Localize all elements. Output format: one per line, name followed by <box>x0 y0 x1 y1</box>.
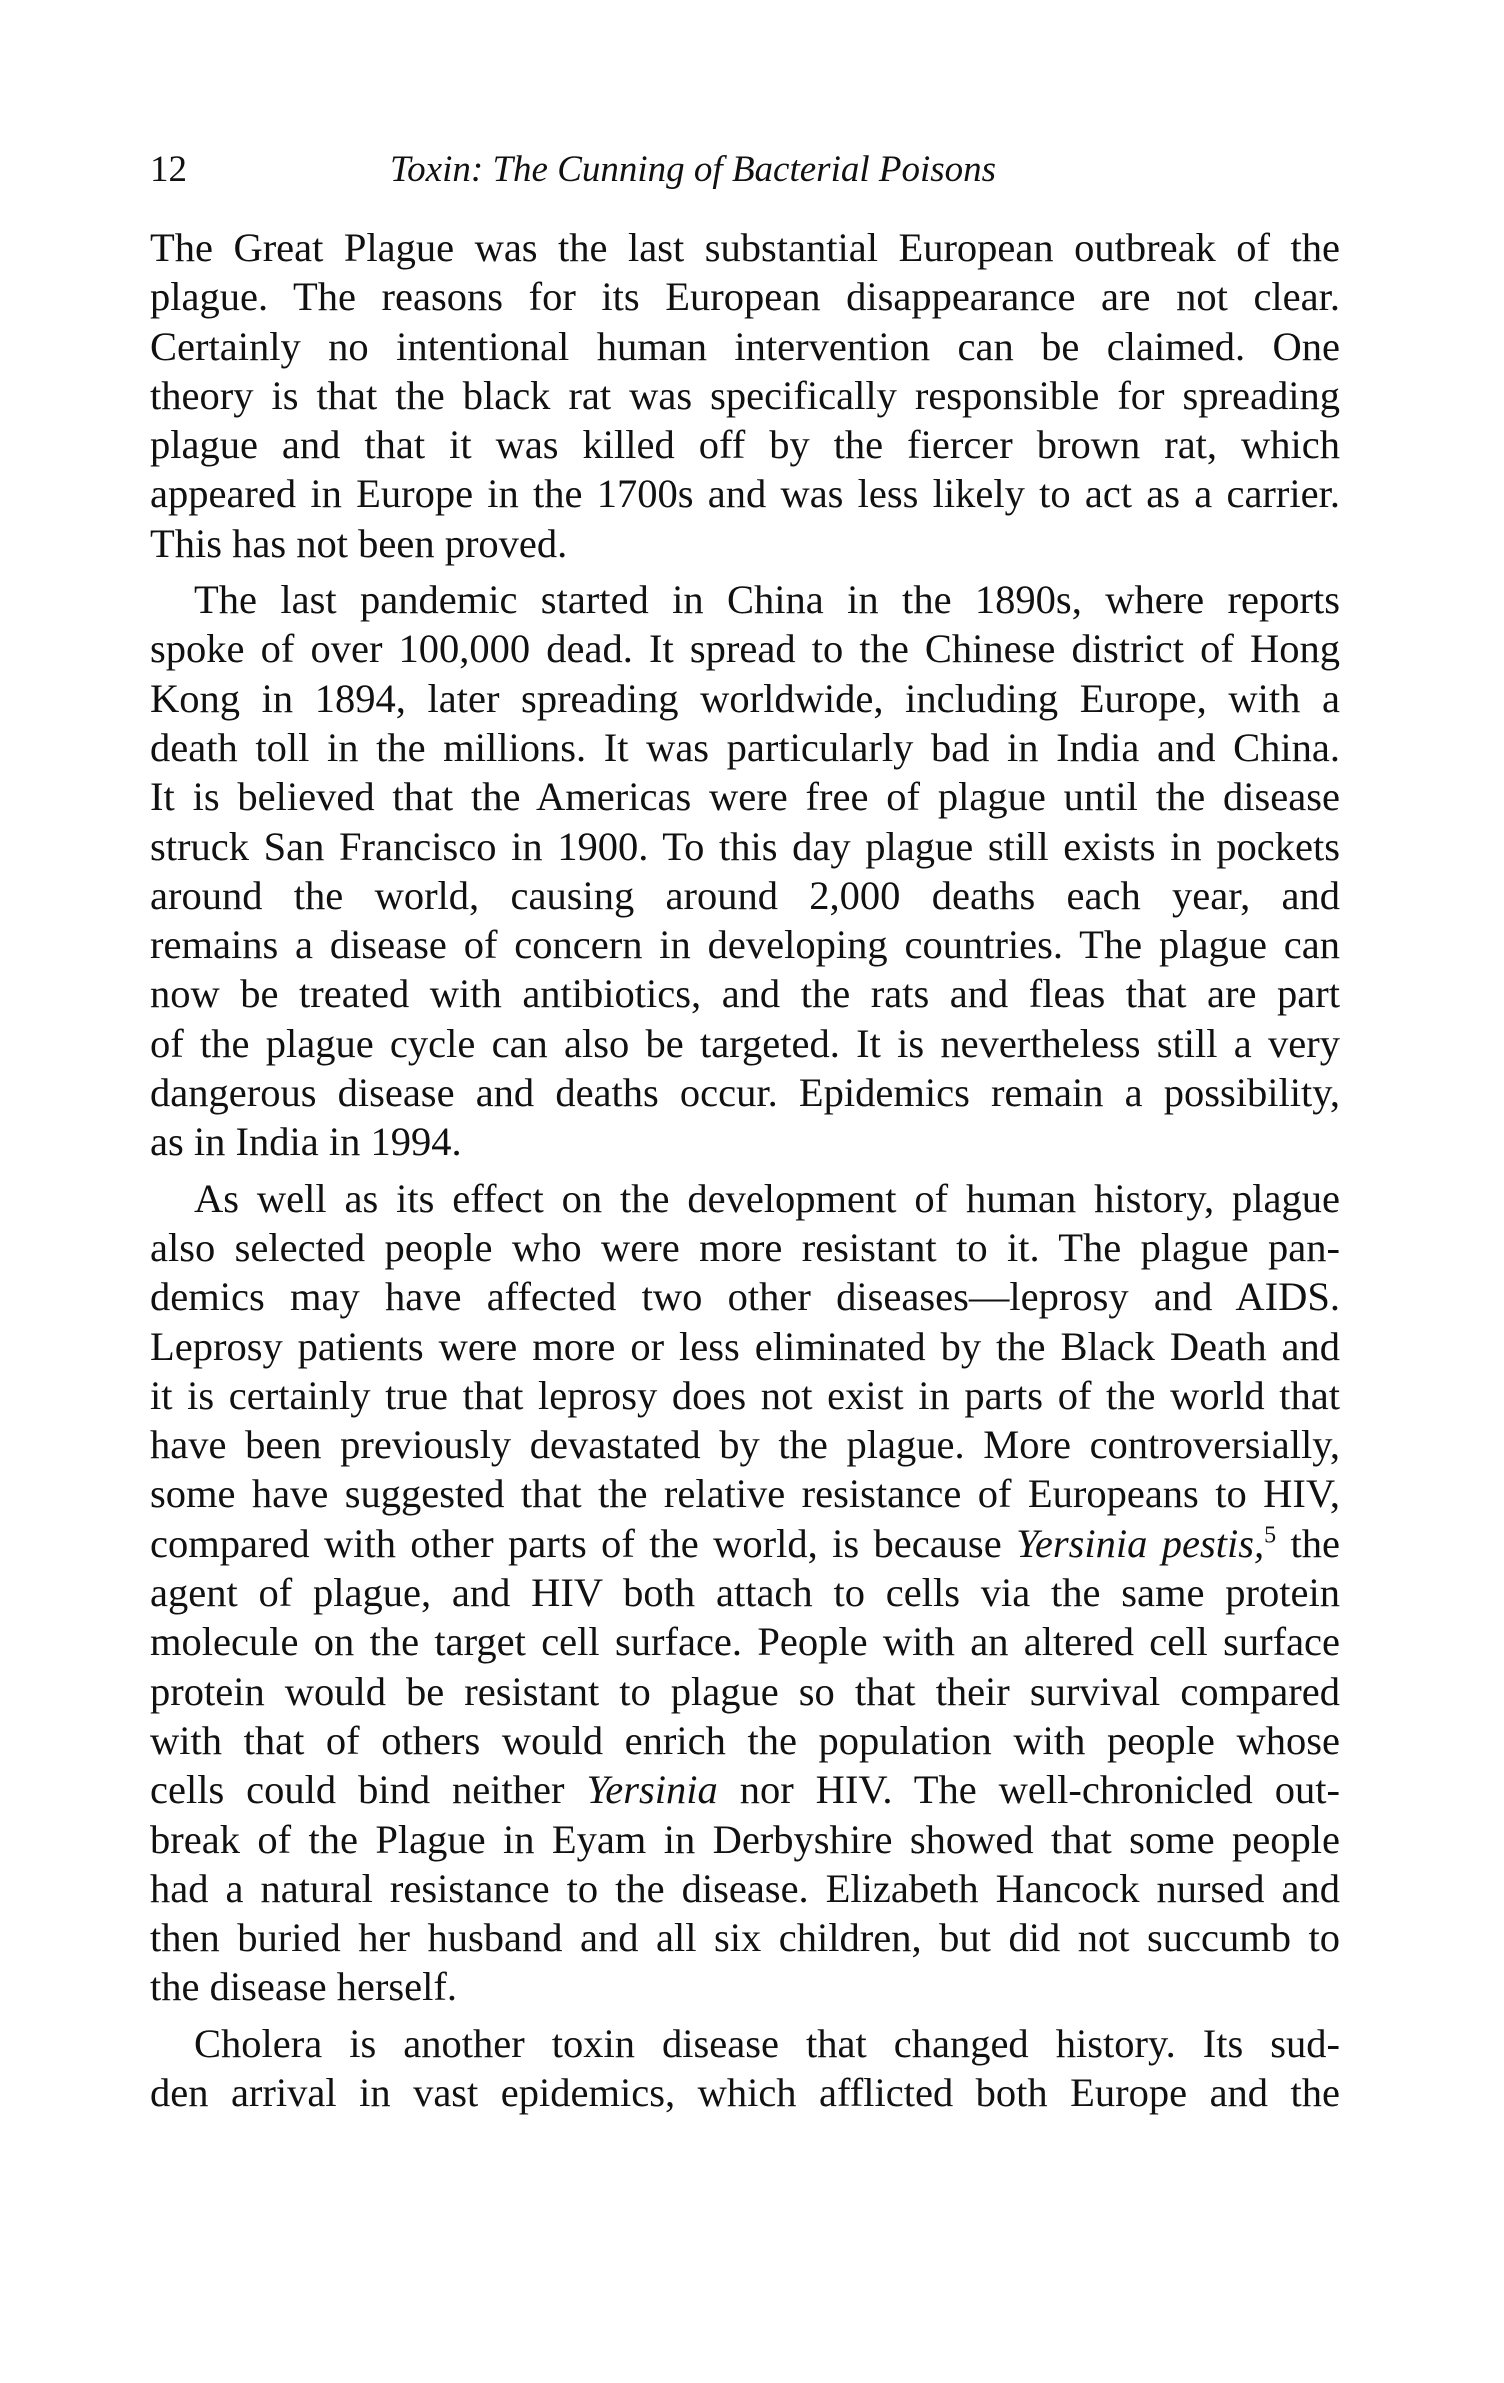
text-line: dangerous disease and deaths occur. Epidemics remain a possibility, <box>150 1070 1340 1116</box>
text-line: den arrival in vast epidemics, which afflicted both Europe and the <box>150 2069 1340 2115</box>
text-line: plague. The reasons for its European disappearance are not clear. <box>150 274 1340 320</box>
text-line: It is believed that the Americas were free of plague until the disease <box>150 774 1340 820</box>
body-text <box>150 223 1340 2117</box>
text-line: with that of others would enrich the population with people whose <box>150 1717 1340 1763</box>
text-segment: cells could bind neither <box>150 1767 587 1813</box>
text-line: Leprosy patients were more or less eliminated by the Black Death and <box>150 1323 1340 1369</box>
text-line: spoke of over 100,000 dead. It spread to the Chinese district of Hong <box>150 626 1340 672</box>
text-line: around the world, causing around 2,000 deaths each year, and <box>150 872 1340 918</box>
text-line: theory is that the black rat was specifically responsible for spreading <box>150 372 1340 418</box>
text-line: The last pandemic started in China in the 1890s, where reports <box>194 577 1340 623</box>
paragraph-3 <box>150 1174 1340 2012</box>
book-title: Toxin: The Cunning of Bacterial Poisons <box>390 149 997 190</box>
text-line: struck San Francisco in 1900. To this day plague still exists in pockets <box>150 823 1340 869</box>
text-line-with-italic <box>150 1519 1340 1568</box>
species-name-italic: Yersinia pestis, <box>1016 1520 1265 1566</box>
text-line: of the plague cycle can also be targeted. It is nevertheless still a very <box>150 1020 1340 1066</box>
footnote-marker[interactable]: 5 <box>1264 1522 1277 1549</box>
species-name-italic: Yersinia <box>586 1767 718 1813</box>
text-line: molecule on the target cell surface. People with an altered cell surface <box>150 1619 1340 1665</box>
text-line: some have suggested that the relative resistance of Europeans to HIV, <box>150 1471 1340 1517</box>
text-line: Cholera is another toxin disease that changed history. Its sud- <box>194 2020 1340 2066</box>
text-line: agent of plague, and HIV both attach to cells via the same protein <box>150 1570 1340 1616</box>
page-number: 12 <box>150 149 187 190</box>
text-line-with-italic <box>150 1765 1340 1814</box>
text-line: have been previously devastated by the plague. More controversially, <box>150 1422 1340 1468</box>
paragraph-2 <box>150 575 1340 1167</box>
paragraph-4 <box>150 2019 1340 2118</box>
text-segment: compared with other parts of the world, is because <box>150 1520 1017 1566</box>
text-line: As well as its effect on the development of human history, plague <box>194 1175 1340 1221</box>
text-line: then buried her husband and all six children, but did not succumb to <box>150 1915 1340 1961</box>
text-line: Kong in 1894, later spreading worldwide, including Europe, with a <box>150 675 1340 721</box>
text-line: Certainly no intentional human intervention can be claimed. One <box>150 323 1340 369</box>
text-line: had a natural resistance to the disease. Elizabeth Hancock nursed and <box>150 1865 1340 1911</box>
text-line: the disease herself. <box>150 1964 457 2010</box>
text-line: protein would be resistant to plague so that their survival compared <box>150 1668 1340 1714</box>
text-line: also selected people who were more resistant to it. The plague pan- <box>150 1224 1340 1270</box>
text-line: The Great Plague was the last substantial European outbreak of the <box>150 225 1340 270</box>
text-line: death toll in the millions. It was particularly bad in India and China. <box>150 724 1340 770</box>
text-line: appeared in Europe in the 1700s and was less likely to act as a carrier. <box>150 471 1340 517</box>
text-line: This has not been proved. <box>150 520 568 566</box>
text-line: now be treated with antibiotics, and the rats and fleas that are part <box>150 971 1340 1017</box>
text-segment: nor HIV. The well-chronicled out- <box>717 1767 1341 1813</box>
paragraph-1 <box>150 223 1340 568</box>
text-line: remains a disease of concern in developing countries. The plague can <box>150 922 1340 968</box>
running-head <box>150 140 1340 200</box>
text-line: plague and that it was killed off by the fiercer brown rat, which <box>150 422 1340 468</box>
text-line: it is certainly true that leprosy does not exist in parts of the world that <box>150 1372 1340 1418</box>
text-line: break of the Plague in Eyam in Derbyshire showed that some people <box>150 1816 1340 1862</box>
text-line: as in India in 1994. <box>150 1119 462 1165</box>
text-line: demics may have affected two other diseases—leprosy and AIDS. <box>150 1274 1340 1320</box>
text-segment: the <box>1276 1520 1341 1566</box>
